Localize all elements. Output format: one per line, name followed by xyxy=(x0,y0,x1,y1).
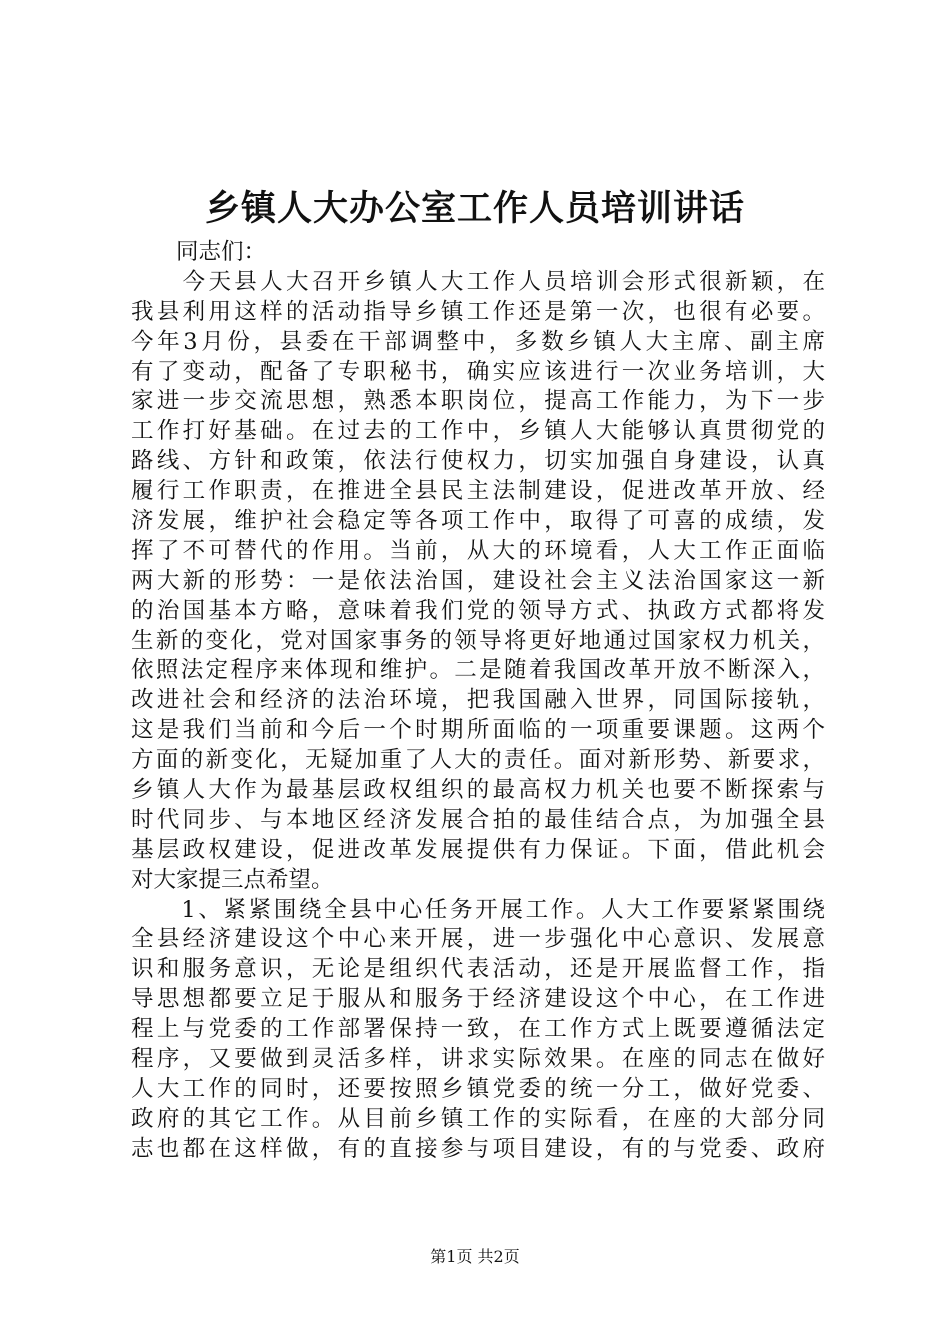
body-line: 济发展，维护社会稳定等各项工作中，取得了可喜的成绩，发 xyxy=(131,508,825,535)
body-line: 依照法定程序来体现和维护。二是随着我国改革开放不断深入， xyxy=(131,657,825,684)
document-body xyxy=(131,238,825,1165)
body-line: 全县经济建设这个中心来开展，进一步强化中心意识、发展意 xyxy=(131,926,825,953)
body-line: 1、紧紧围绕全县中心任务开展工作。人大工作要紧紧围绕 xyxy=(131,896,825,923)
body-line: 工作打好基础。在过去的工作中，乡镇人大能够认真贯彻党的 xyxy=(131,418,825,445)
body-line: 程序，又要做到灵活多样，讲求实际效果。在座的同志在做好 xyxy=(131,1046,825,1073)
body-line: 今天县人大召开乡镇人大工作人员培训会形式很新颖，在 xyxy=(131,268,825,295)
body-line: 政府的其它工作。从目前乡镇工作的实际看，在座的大部分同 xyxy=(131,1105,825,1132)
body-line: 时代同步、与本地区经济发展合拍的最佳结合点，为加强全县 xyxy=(131,806,825,833)
body-line: 挥了不可替代的作用。当前，从大的环境看，人大工作正面临 xyxy=(131,537,825,564)
body-line: 家进一步交流思想，熟悉本职岗位，提高工作能力，为下一步 xyxy=(131,388,825,415)
body-line: 路线、方针和政策，依法行使权力，切实加强自身建设，认真 xyxy=(131,448,825,475)
body-line: 识和服务意识，无论是组织代表活动，还是开展监督工作，指 xyxy=(131,956,825,983)
body-line: 基层政权建设，促进改革发展提供有力保证。下面，借此机会 xyxy=(131,836,825,863)
body-line: 的治国基本方略，意味着我们党的领导方式、执政方式都将发 xyxy=(131,597,825,624)
body-line: 导思想都要立足于服从和服务于经济建设这个中心，在工作进 xyxy=(131,986,825,1013)
body-line: 生新的变化，党对国家事务的领导将更好地通过国家权力机关， xyxy=(131,627,825,654)
body-line: 程上与党委的工作部署保持一致，在工作方式上既要遵循法定 xyxy=(131,1016,825,1043)
body-line: 志也都在这样做，有的直接参与项目建设，有的与党委、政府 xyxy=(131,1135,825,1162)
body-line: 今年3月份，县委在干部调整中，多数乡镇人大主席、副主席 xyxy=(131,328,825,355)
body-line: 乡镇人大作为最基层政权组织的最高权力机关也要不断探索与 xyxy=(131,777,825,804)
body-line: 方面的新变化，无疑加重了人大的责任。面对新形势、新要求， xyxy=(131,747,825,774)
body-line: 同志们： xyxy=(131,239,267,265)
body-line: 这是我们当前和今后一个时期所面临的一项重要课题。这两个 xyxy=(131,717,825,744)
body-line: 有了变动，配备了专职秘书，确实应该进行一次业务培训，大 xyxy=(131,358,825,385)
body-line: 人大工作的同时，还要按照乡镇党委的统一分工，做好党委、 xyxy=(131,1075,825,1102)
body-line: 对大家提三点希望。 xyxy=(131,866,334,893)
body-line: 两大新的形势：一是依法治国，建设社会主义法治国家这一新 xyxy=(131,567,825,594)
body-line: 履行工作职责，在推进全县民主法制建设，促进改革开放、经 xyxy=(131,478,825,505)
document-title: 乡镇人大办公室工作人员培训讲话 xyxy=(204,188,745,229)
body-line: 我县利用这样的活动指导乡镇工作还是第一次，也很有必要。 xyxy=(131,298,825,325)
page-footer: 第1页 共2页 xyxy=(430,1247,520,1266)
body-line: 改进社会和经济的法治环境，把我国融入世界，同国际接轨， xyxy=(131,687,825,714)
